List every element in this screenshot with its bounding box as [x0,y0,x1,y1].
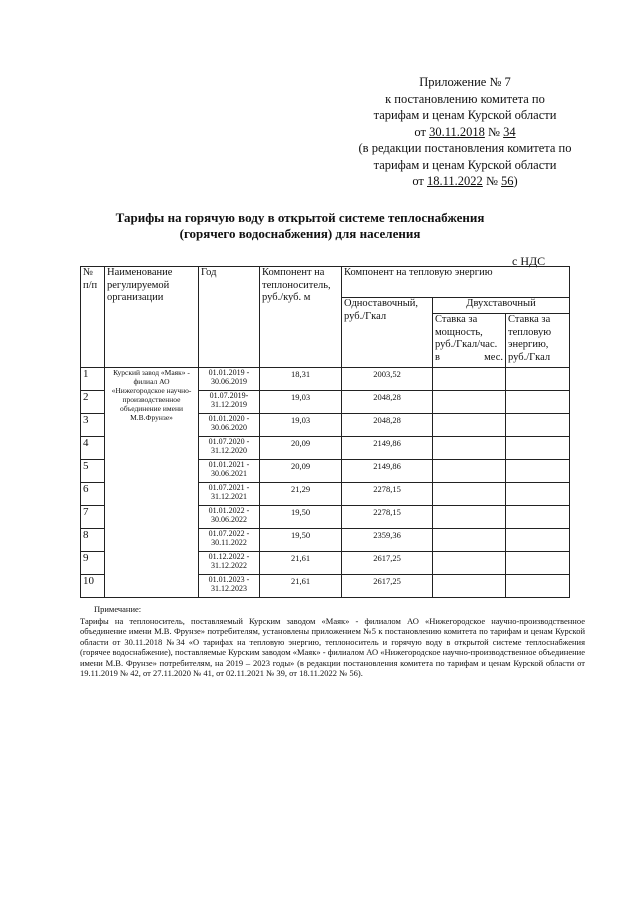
header-carrier: Компонент на теплоноситель, руб./куб. м [260,267,342,368]
header-two-rate: Двухставочный [433,298,570,314]
row-capacity-rate [433,437,506,460]
footnote-heading: Примечание: [94,604,142,614]
row-capacity-rate [433,414,506,437]
tariff-table [80,266,570,598]
header-energy: Компонент на тепловую энергию [342,267,570,298]
row-number: 5 [81,460,105,483]
row-energy-rate [506,460,570,483]
row-single-rate: 2149,86 [342,460,433,483]
row-capacity-rate [433,529,506,552]
row-period: 01.01.2019 - 30.06.2019 [199,368,260,391]
header-year: Год [199,267,260,368]
row-period: 01.07.2019- 31.12.2019 [199,391,260,414]
row-period: 01.01.2021 - 30.06.2021 [199,460,260,483]
row-number: 6 [81,483,105,506]
row-period: 01.01.2023 - 31.12.2023 [199,575,260,598]
appendix-line-2: к постановлению комитета по [385,91,545,106]
row-carrier: 19,03 [260,391,342,414]
appendix-line-3: тарифам и ценам Курской области [373,108,557,122]
row-energy-rate [506,368,570,391]
row-number: 8 [81,529,105,552]
row-capacity-rate [433,368,506,391]
row-energy-rate [506,437,570,460]
appendix-line-4 [335,124,595,141]
row-capacity-rate [433,483,506,506]
title-line-1: Тарифы на горячую воду в открытой системе теплоснабжения [115,210,485,225]
row-carrier: 19,50 [260,529,342,552]
row-number: 3 [81,414,105,437]
row-number: 9 [81,552,105,575]
row-number: 10 [81,575,105,598]
row-carrier: 18,31 [260,368,342,391]
row-capacity-rate [433,552,506,575]
row-number: 1 [81,368,105,391]
appendix-no-2: № [482,174,501,188]
row-energy-rate [506,529,570,552]
appendix-from-1: от [414,124,430,139]
appendix-no-1: № [484,124,504,139]
row-single-rate: 2048,28 [342,391,433,414]
row-energy-rate [506,506,570,529]
row-energy-rate [506,575,570,598]
appendix-line-1: Приложение № 7 [419,75,511,89]
row-capacity-rate [433,575,506,598]
footnote [80,604,585,679]
appendix-from-2: от [412,174,428,188]
row-carrier: 19,03 [260,414,342,437]
header-org: Наименование регулируемой организации [105,267,199,368]
row-carrier: 21,61 [260,575,342,598]
row-energy-rate [506,552,570,575]
footnote-text: Тарифы на теплоноситель, поставляемый Курским заводом «Маяк» - филиалом АО «Нижегородское научно-производственное объединение имени М.В. Фрунзе» потребителям, установлены приложением №5 к постановлению комитета по тарифам и ценам Курской области от 30.11.2018 №34 «О тарифах на тепловую энергию, теплоноситель и горячую воду в открытой системе теплоснабжения (горячее водоснабжение), поставляемые Курским заводом «Маяк» - филиалом АО «Нижегородское научно-производственное объединение имени М.В. Фрунзе» потребителям, на 2019 – 2023 годы» (в редакции постановления комитета по тарифам и ценам Курской области от 19.11.2019 № 42, от 27.11.2020 № 41, от 02.11.2021 № 39, от 18.11.2022 № 56). [80,615,585,678]
appendix-line-5: (в редакции постановления комитета по [358,141,572,155]
row-period: 01.07.2021 - 31.12.2021 [199,483,260,506]
vat-note: с НДС [512,254,546,268]
row-energy-rate [506,391,570,414]
header-energy-rate: Ставка за тепловую энергию, руб./Гкал [506,314,570,368]
row-single-rate: 2149,86 [342,437,433,460]
header-single-rate: Одноставочный, руб./Гкал [342,298,433,368]
row-period: 01.01.2020 - 30.06.2020 [199,414,260,437]
row-number: 7 [81,506,105,529]
row-energy-rate [506,414,570,437]
row-period: 01.07.2022 - 30.11.2022 [199,529,260,552]
row-period: 01.01.2022 - 30.06.2022 [199,506,260,529]
appendix-line-7 [335,173,595,190]
organization-name: Курский завод «Маяк» - филиал АО «Нижегородское научно-производственное объединение имени М.В.Фрунзе» [105,368,199,598]
appendix-date-2: 18.11.2022 [427,174,483,188]
row-number: 4 [81,437,105,460]
row-number: 2 [81,391,105,414]
row-carrier: 19,50 [260,506,342,529]
row-period: 01.07.2020 - 31.12.2020 [199,437,260,460]
appendix-line-6: тарифам и ценам Курской области [373,157,557,172]
row-single-rate: 2617,25 [342,575,433,598]
row-carrier: 20,09 [260,437,342,460]
row-single-rate: 2003,52 [342,368,433,391]
table-row [81,368,570,391]
header-capacity-rate: Ставка за мощность, руб./Гкал/час. в мес. [433,314,506,368]
row-single-rate: 2278,15 [342,506,433,529]
row-period: 01.12.2022 - 31.12.2022 [199,552,260,575]
row-single-rate: 2048,28 [342,414,433,437]
row-energy-rate [506,483,570,506]
appendix-number-2: 56 [501,174,514,188]
appendix-header [335,74,595,190]
row-single-rate: 2617,25 [342,552,433,575]
appendix-close-paren: ) [513,174,518,188]
row-single-rate: 2278,15 [342,483,433,506]
appendix-date-1: 30.11.2018 [429,124,485,139]
header-num: № п/п [81,267,105,368]
row-carrier: 21,29 [260,483,342,506]
row-carrier: 21,61 [260,552,342,575]
row-capacity-rate [433,391,506,414]
document-title [80,210,520,242]
row-carrier: 20,09 [260,460,342,483]
row-capacity-rate [433,460,506,483]
row-capacity-rate [433,506,506,529]
appendix-number-1: 34 [503,124,516,139]
title-line-2: (горячего водоснабжения) для населения [179,226,421,241]
row-single-rate: 2359,36 [342,529,433,552]
